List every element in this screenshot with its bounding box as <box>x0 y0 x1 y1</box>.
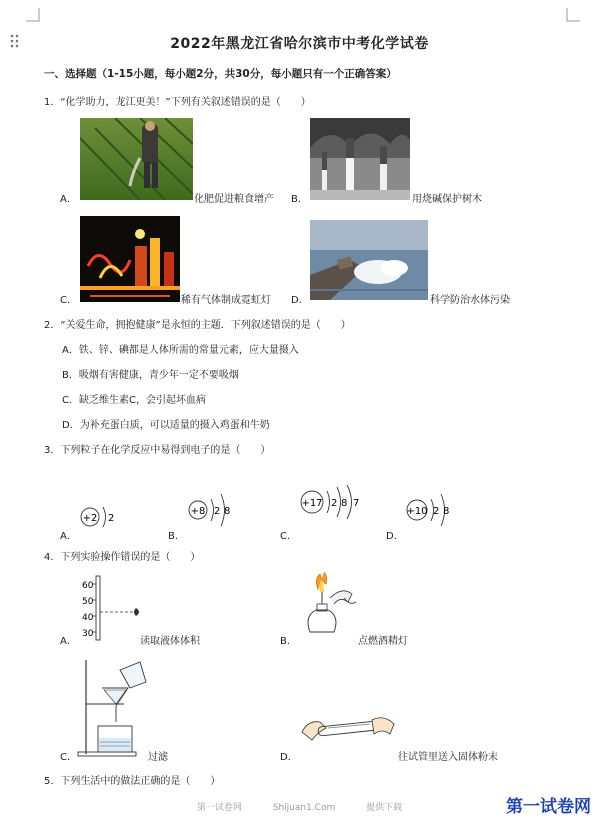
shell-electrons: 2 <box>331 498 338 509</box>
shell-electrons: 8 <box>341 498 348 509</box>
question-1-stem: 1．“化学助力，龙江更美！”下列有关叙述错误的是（ ） <box>44 97 311 108</box>
q1-option-c-caption: 稀有气体制成霓虹灯 <box>181 295 271 306</box>
shell-electrons: 2 <box>433 506 440 517</box>
q4-option-d-caption: 往试管里送入固体粉末 <box>398 752 498 763</box>
q3-option-d-label[interactable]: D． <box>386 531 404 542</box>
shell-electrons: 2 <box>214 506 221 517</box>
q1-option-a-caption: 化肥促进粮食增产 <box>194 194 274 205</box>
q4-option-d-label[interactable]: D． <box>280 752 298 763</box>
footer-right: 提供下载 <box>366 803 403 813</box>
atom-diagram-a <box>76 500 126 536</box>
question-4-stem: 4．下列实验操作错误的是（ ） <box>44 552 201 563</box>
page-title: 2022年黑龙江省哈尔滨市中考化学试卷 <box>170 36 429 52</box>
atom-diagram-d <box>402 490 464 534</box>
corner-mark-top-left <box>26 8 40 22</box>
question-3-stem: 3．下列粒子在化学反应中易得到电子的是（ ） <box>44 445 271 456</box>
cylinder-tick-60: 60 <box>82 581 94 591</box>
q4-option-b-caption: 点燃酒精灯 <box>358 636 408 647</box>
wastewater-discharge-photo <box>310 220 428 300</box>
q2-option-b[interactable]: B．吸烟有害健康，青少年一定不要吸烟 <box>62 370 239 381</box>
site-watermark: 第一试卷网 <box>506 797 591 817</box>
q2-option-c[interactable]: C．缺乏维生素C，会引起坏血病 <box>62 395 206 406</box>
q4-option-a-caption: 读取液体体积 <box>140 636 200 647</box>
alcohol-lamp-diagram <box>296 572 360 644</box>
q4-option-a-label[interactable]: A． <box>60 636 77 647</box>
atom-diagram-c <box>296 484 366 528</box>
q3-option-a-label[interactable]: A． <box>60 531 77 542</box>
q4-option-b-label[interactable]: B． <box>280 636 297 647</box>
test-tube-powder-diagram <box>298 706 400 750</box>
eye-icon <box>134 608 139 616</box>
section-heading: 一、选择题（1-15小题，每小题2分，共30分，每小题只有一个正确答案） <box>44 68 397 80</box>
q3-option-b-label[interactable]: B． <box>168 531 185 542</box>
q2-option-a[interactable]: A．铁、锌、碘都是人体所需的常量元素，应大量摄入 <box>62 345 299 356</box>
shell-electrons: 7 <box>353 498 360 509</box>
q2-option-d[interactable]: D．为补充蛋白质，可以适量的摄入鸡蛋和牛奶 <box>62 420 270 431</box>
footer-middle: Shijuan1.Com <box>272 803 336 813</box>
nucleus-charge: +8 <box>190 506 206 517</box>
shell-electrons: 8 <box>443 506 450 517</box>
cylinder-tick-30: 30 <box>82 629 94 639</box>
q4-option-c-caption: 过滤 <box>148 752 168 763</box>
whitewashed-trees-photo <box>310 118 410 200</box>
filtration-diagram <box>76 656 152 760</box>
nucleus-charge: +2 <box>82 513 98 524</box>
nucleus-charge: +10 <box>406 506 428 517</box>
neon-lights-photo <box>80 216 180 302</box>
shell-electrons: 8 <box>224 506 231 517</box>
shell-electrons: 2 <box>108 513 115 524</box>
q1-option-d-caption: 科学防治水体污染 <box>430 295 510 306</box>
cylinder-tick-50: 50 <box>82 597 94 607</box>
corner-mark-top-right <box>566 8 580 22</box>
footer-left: 第一试卷网 <box>196 803 242 813</box>
q1-option-c-label[interactable]: C． <box>60 295 77 306</box>
cylinder-tick-40: 40 <box>82 613 94 623</box>
q1-option-a-label[interactable]: A． <box>60 194 77 205</box>
question-2-stem: 2．“关爱生命，拥抱健康”是永恒的主题．下列叙述错误的是（ ） <box>44 320 351 331</box>
q1-option-b-label[interactable]: B． <box>291 194 308 205</box>
q4-option-c-label[interactable]: C． <box>60 752 77 763</box>
nucleus-charge: +17 <box>301 498 323 509</box>
question-5-stem: 5．下列生活中的做法正确的是（ ） <box>44 776 221 787</box>
q3-option-c-label[interactable]: C． <box>280 531 297 542</box>
atom-diagram-b <box>184 490 244 534</box>
q1-option-d-label[interactable]: D． <box>291 295 309 306</box>
farmer-fertilizing-photo <box>80 118 193 200</box>
q1-option-b-caption: 用烧碱保护树木 <box>412 194 482 205</box>
